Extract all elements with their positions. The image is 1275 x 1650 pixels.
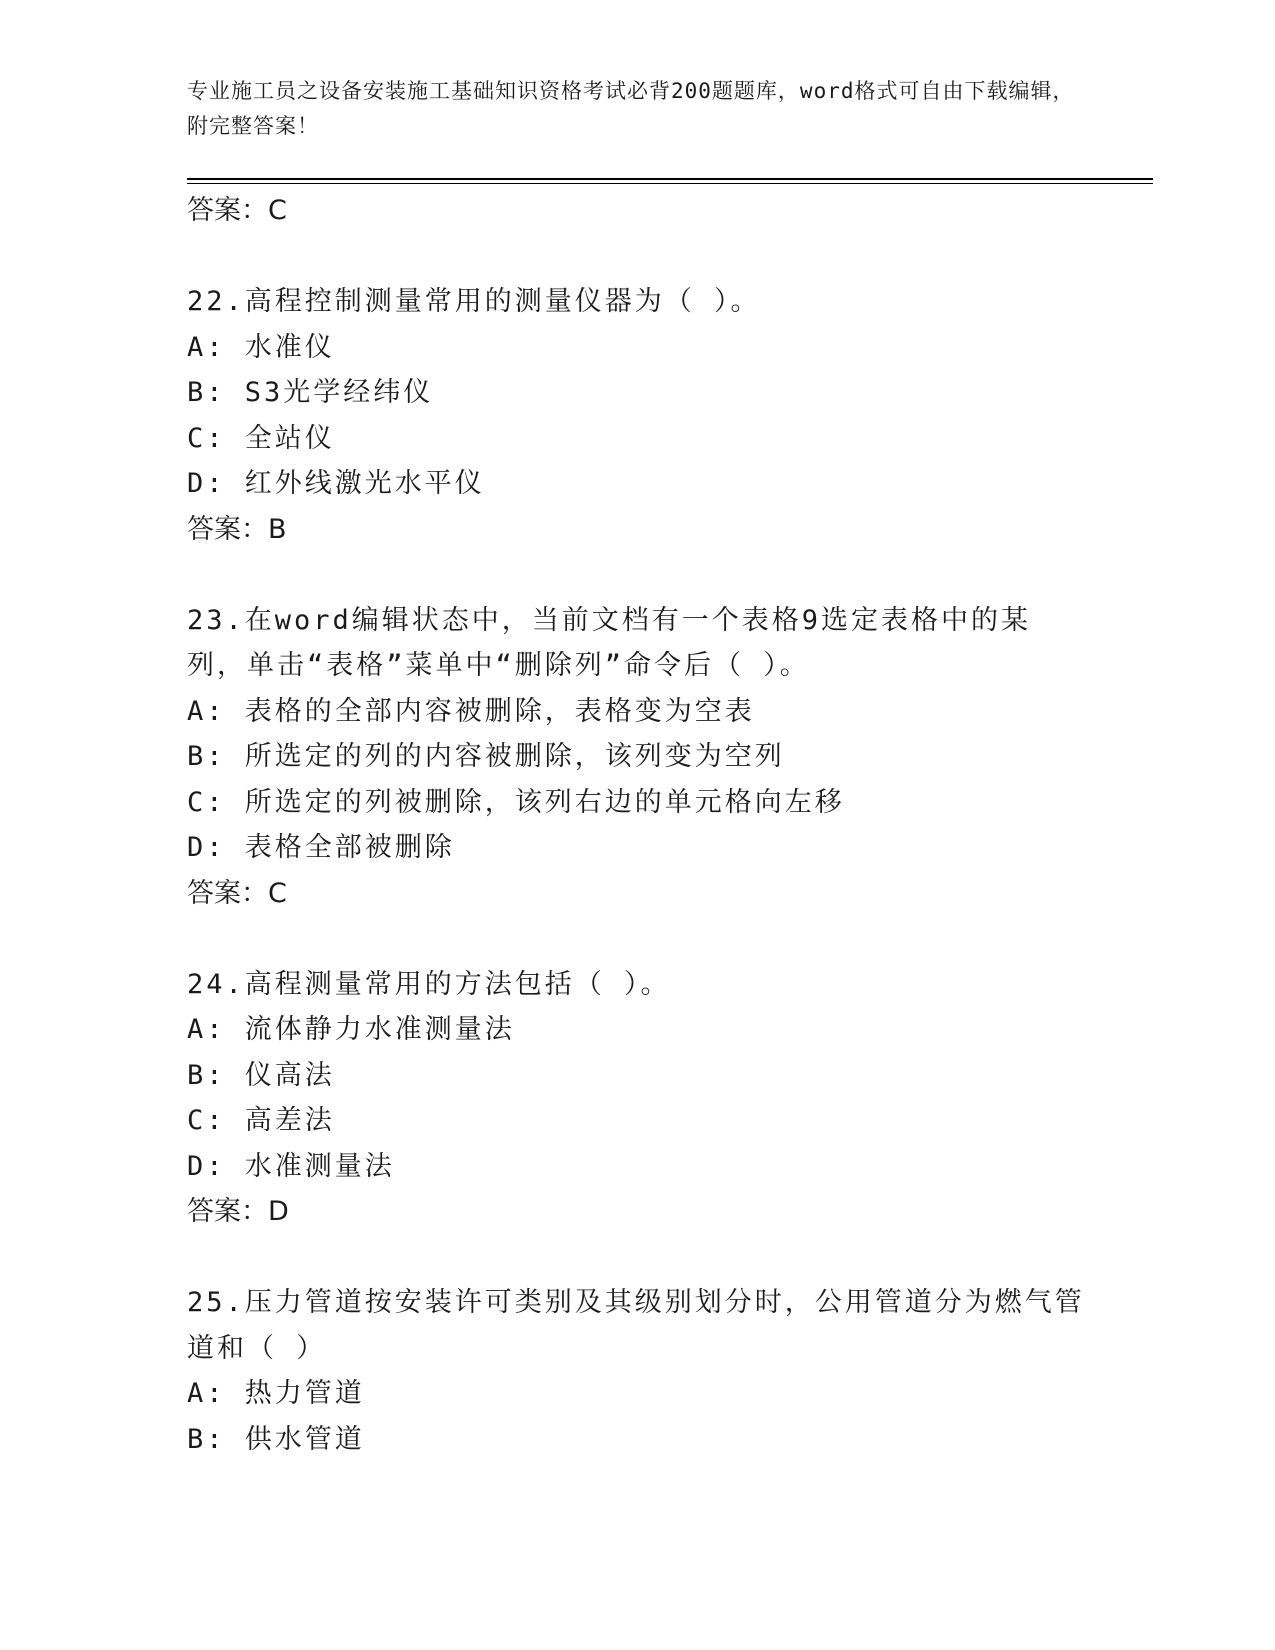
question-25: [187, 1280, 1153, 1462]
option-a: A: 流体静力水准测量法: [187, 1014, 515, 1045]
answer-line: 答案：B: [187, 513, 287, 545]
option-d: D: 表格全部被删除: [187, 832, 455, 863]
question-text: 22.高程控制测量常用的测量仪器为（ ）。: [187, 286, 761, 317]
option-b: B: 所选定的列的内容被删除，该列变为空列: [187, 741, 785, 772]
document-header: 专业施工员之设备安装施工基础知识资格考试必背200题题库，word格式可自由下载编辑，附完整答案！: [187, 79, 1075, 138]
option-c: C: 全站仪: [187, 422, 335, 454]
question-22: [187, 279, 1153, 553]
question-24: [187, 962, 1153, 1236]
option-c: C: 所选定的列被删除，该列右边的单元格向左移: [187, 786, 845, 818]
option-a: A: 热力管道: [187, 1378, 365, 1409]
answer-line: 答案：C: [187, 195, 287, 226]
answer-line: 答案：C: [187, 877, 287, 909]
answer-line: 答案：D: [187, 1196, 289, 1227]
question-text: 24.高程测量常用的方法包括（ ）。: [187, 968, 671, 1000]
option-b: B: S3光学经纬仪: [187, 377, 434, 408]
option-b: B: 仪高法: [187, 1059, 335, 1091]
header-rule-thin: [187, 183, 1153, 184]
question-23: [187, 598, 1153, 917]
question-text: 23.在word编辑状态中，当前文档有一个表格9选定表格中的某列，单击“表格”菜单中“删除列”命令后（ ）。: [187, 604, 1032, 681]
option-d: D: 红外线激光水平仪: [187, 468, 485, 499]
option-a: A: 水准仪: [187, 331, 335, 363]
document-body: [187, 188, 1153, 1462]
header-rule-thick: [187, 178, 1153, 180]
option-c: C: 高差法: [187, 1105, 335, 1136]
option-a: A: 表格的全部内容被删除，表格变为空表: [187, 695, 755, 727]
option-b: B: 供水管道: [187, 1423, 365, 1455]
question-text: 25.压力管道按安装许可类别及其级别划分时，公用管道分为燃气管道和（ ）: [187, 1287, 1085, 1364]
option-d: D: 水准测量法: [187, 1150, 395, 1182]
